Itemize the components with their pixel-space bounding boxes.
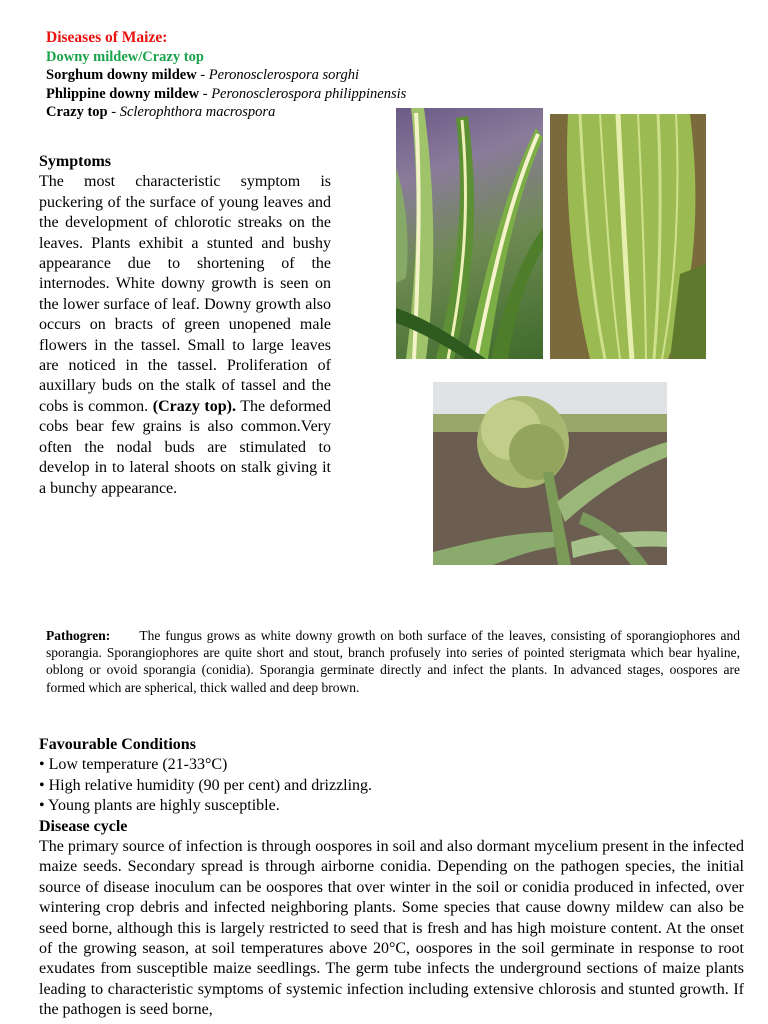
crazy-top-term: (Crazy top). (152, 397, 236, 415)
pathogen-line: Phlippine downy mildew - Peronosclerospora philippinensis (46, 85, 407, 102)
favourable-item: • Young plants are highly susceptible. (39, 797, 280, 815)
species-name: Peronosclerospora philippinensis (211, 85, 407, 102)
disease-cycle-text: The primary source of infection is through oospores in soil and also dormant mycelium present in the infected maize seeds. Secondary spread is through airborne conidia. Depending on the pathogen species, the initial source of disease inoculum can be oospores that over winter in the soil or conidia produced in infected, over wintering crop debris and infected neighboring plants. Some species that cause downy mildew can also be seed borne, although this is largely restricted to seed that is fresh and has high moisture content. At the onset of the growing season, at soil temperatures above 20°C, oospores in the soil germinate in response to root exudates from susceptible maize seedlings. The germ tube infects the underground sections of maize plants leading to characteristic symptoms of systemic infection including extensive chlorosis and stunted growth. If the pathogen is seed borne, (39, 838, 744, 1019)
favourable-item: • Low temperature (21-33°C) (39, 756, 228, 774)
favourable-heading: Favourable Conditions (39, 736, 196, 753)
chlorotic-leaf-closeup-photo (550, 114, 706, 359)
document-header (46, 29, 446, 122)
maize-leaf-streak-photo (396, 108, 543, 359)
crazy-top-tassel-photo (433, 382, 667, 565)
pathogen-text: The fungus grows as white downy growth on both surface of the leaves, consisting of sporangiophores and sporangia. Sporangiophores are quite short and stout, branch profusely into series of pointed sterigmata which bear hyaline, oblong or ovoid sporangia (conidia). Sporangia germinate directly and infect the plants. In advanced stages, oospores are formed which are spherical, thick walled and deep brown. (46, 628, 740, 695)
symptoms-heading: Symptoms (39, 153, 112, 170)
pathogen-line: Sorghum downy mildew - Peronosclerospora sorghi (46, 67, 359, 83)
pathogen-section (46, 627, 740, 696)
symptoms-text: The most characteristic symptom is puckering of the surface of young leaves and the development of chlorotic streaks on the leaves. Plants exhibit a stunted and bushy appearance due to shortening of the internodes. White downy growth is seen on the lower surface of leaf. Downy growth also occurs on bracts of green unopened male flowers in the tassel. Small to large leaves are noticed in the tassel. Proliferation of auxillary buds on the stalk of tassel and the cobs is common. (Crazy top). The deformed cobs bear few grains is also common.Very often the nodal buds are stimulated to develop in to lateral shoots on stalk giving it a bunchy appearance. (39, 173, 332, 497)
disease-cycle-heading: Disease cycle (39, 817, 128, 835)
species-name: Peronosclerospora sorghi (208, 67, 359, 83)
pathogen-line: Crazy top - Sclerophthora macrospora (46, 104, 276, 120)
pathogen-label: Pathogren: (46, 628, 111, 643)
favourable-item: • High relative humidity (90 per cent) and drizzling. (39, 776, 373, 794)
disease-name: Crazy top (46, 104, 108, 120)
species-name: Sclerophthora macrospora (119, 104, 276, 120)
disease-name: Phlippine downy mildew (46, 85, 200, 102)
favourable-conditions-section (39, 735, 744, 1021)
symptoms-section (39, 152, 331, 499)
disease-subtitle: Downy mildew/Crazy top (46, 48, 204, 65)
page-title: Diseases of Maize: (46, 29, 168, 46)
disease-name: Sorghum downy mildew (46, 67, 197, 83)
